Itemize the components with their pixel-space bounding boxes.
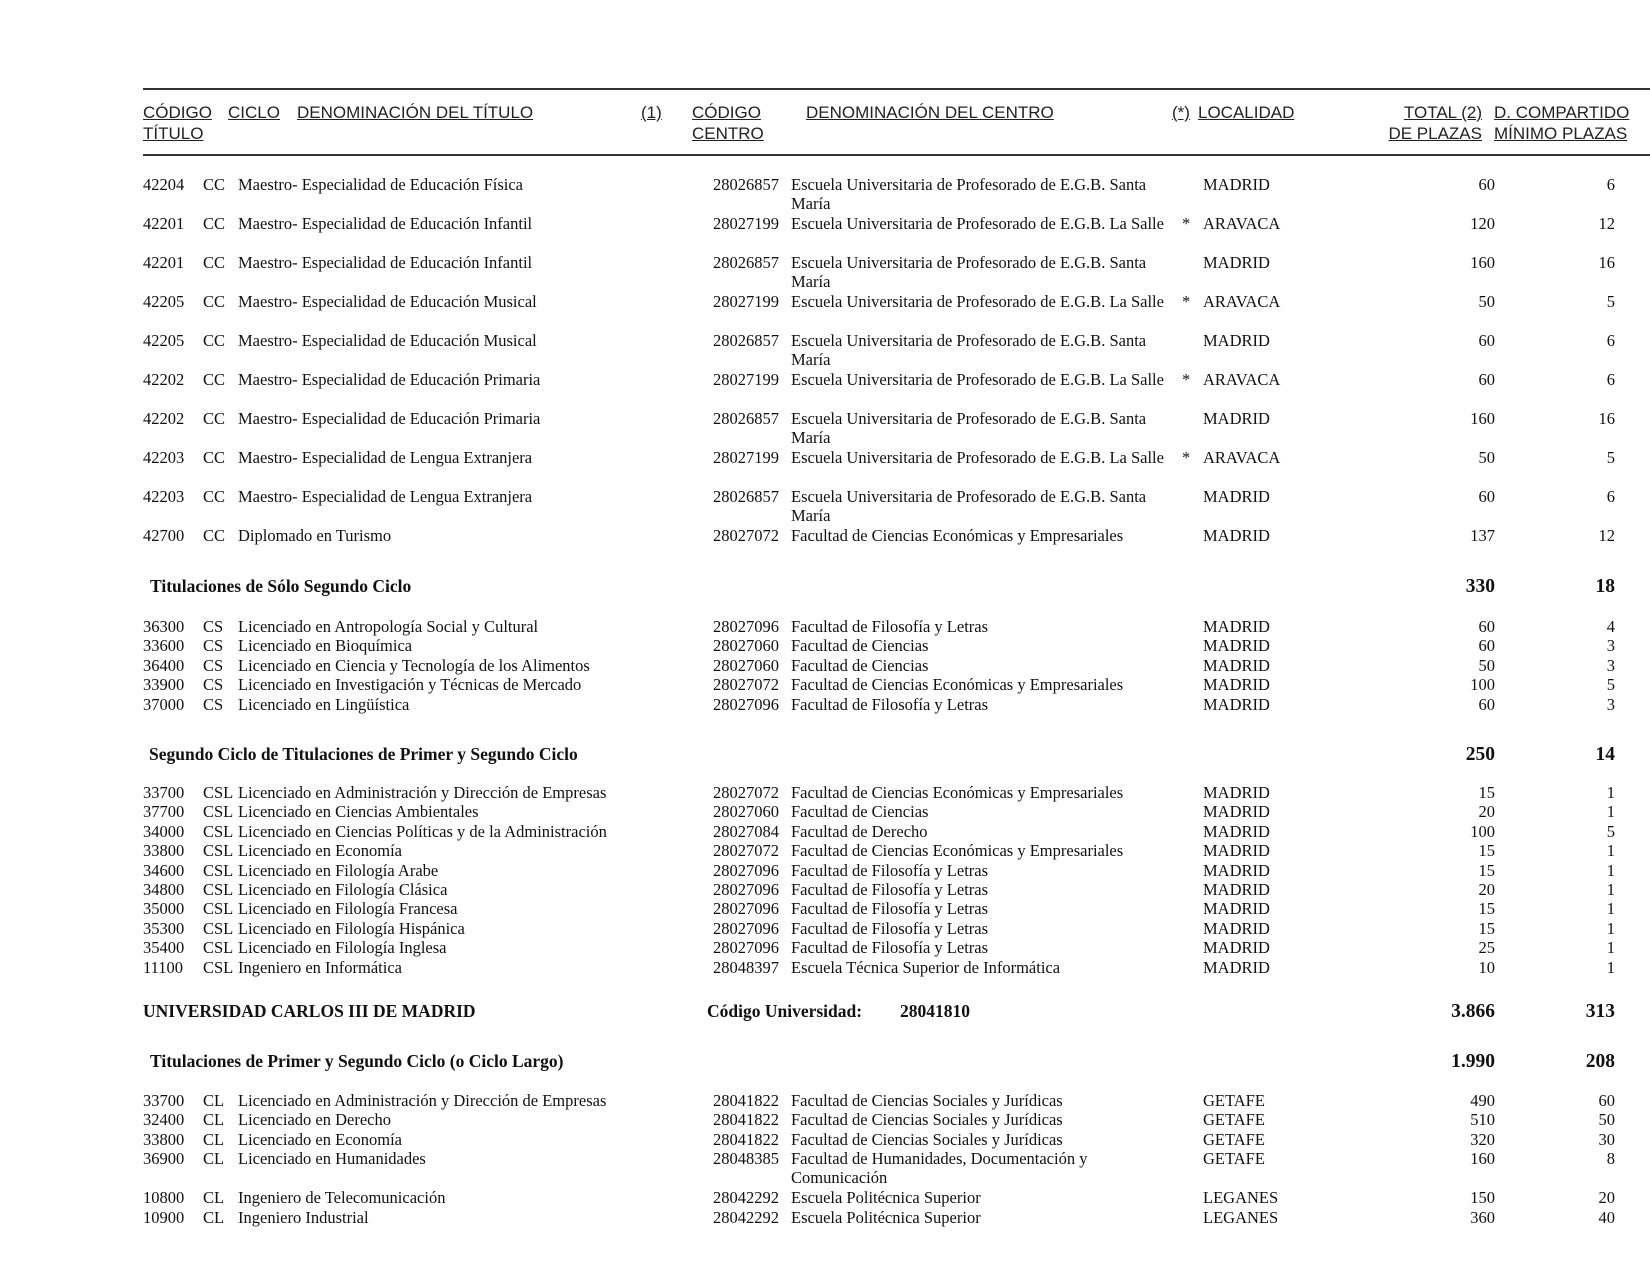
minimo-plazas: 16 — [1598, 409, 1615, 428]
total-plazas: 15 — [1478, 841, 1495, 861]
ciclo: CSL — [203, 899, 234, 919]
total-plazas: 50 — [1478, 448, 1495, 467]
codigo-titulo: 42203 — [143, 487, 185, 506]
ciclo: CC — [203, 253, 226, 272]
header-ciclo: CICLO — [228, 103, 280, 122]
denominacion-titulo: Licenciado en Administración y Dirección de Empresas — [238, 783, 607, 802]
total-plazas: 60 — [1478, 331, 1495, 350]
total-plazas: 100 — [1470, 675, 1495, 695]
minimo-plazas: 12 — [1598, 214, 1615, 233]
denominacion-titulo: Licenciado en Ciencias Ambientales — [238, 802, 479, 822]
asterisk-mark: * — [1182, 214, 1191, 233]
codigo-titulo: 42205 — [143, 331, 185, 350]
localidad: MADRID — [1203, 675, 1270, 695]
ciclo: CL — [203, 1207, 225, 1227]
ciclo: CC — [203, 292, 226, 311]
localidad: MADRID — [1203, 409, 1270, 428]
denominacion-titulo: Diplomado en Turismo — [238, 526, 392, 545]
denominacion-centro: Facultad de Filosofía y Letras — [791, 617, 989, 636]
codigo-titulo: 33600 — [143, 636, 185, 656]
denominacion-titulo: Licenciado en Filología Hispánica — [238, 918, 465, 938]
minimo-plazas: 6 — [1606, 331, 1615, 350]
header-compartido-minimo: D. COMPARTIDO MÍNIMO PLAZAS — [1494, 103, 1630, 143]
localidad: MADRID — [1203, 957, 1270, 977]
localidad: GETAFE — [1203, 1149, 1265, 1169]
denominacion-centro: Escuela Universitaria de Profesorado de E.G.B. La Salle — [791, 448, 1164, 467]
total-plazas: 50 — [1478, 292, 1495, 311]
table-row — [0, 409, 1650, 447]
university-minimo: 313 — [1585, 1001, 1615, 1022]
denominacion-centro: Facultad de Ciencias Sociales y Jurídicas — [791, 1091, 1063, 1110]
table-row — [0, 292, 1650, 330]
minimo-plazas: 20 — [1598, 1188, 1615, 1208]
codigo-titulo: 32400 — [143, 1110, 185, 1130]
codigo-titulo: 36900 — [143, 1149, 185, 1169]
codigo-titulo: 35000 — [143, 899, 185, 919]
minimo-plazas: 1 — [1606, 802, 1615, 822]
denominacion-centro: Escuela Universitaria de Profesorado de E.G.B. Santa María — [791, 409, 1147, 447]
denominacion-centro: Escuela Universitaria de Profesorado de E.G.B. La Salle — [791, 214, 1164, 233]
total-plazas: 50 — [1478, 655, 1495, 675]
denominacion-centro: Facultad de Filosofía y Letras — [791, 694, 989, 714]
localidad: MADRID — [1203, 487, 1270, 506]
section-total: 1.990 — [1451, 1051, 1495, 1072]
localidad: MADRID — [1203, 918, 1270, 938]
section-minimo: 208 — [1585, 1051, 1615, 1072]
codigo-titulo: 33800 — [143, 841, 185, 861]
ciclo: CSL — [203, 783, 234, 802]
codigo-centro: 28027096 — [713, 694, 779, 714]
codigo-titulo: 33900 — [143, 675, 185, 695]
denominacion-centro: Escuela Universitaria de Profesorado de E.G.B. Santa María — [791, 253, 1147, 291]
denominacion-titulo: Ingeniero en Informática — [238, 957, 403, 977]
table-row — [0, 487, 1650, 525]
localidad: LEGANES — [1203, 1188, 1279, 1208]
codigo-centro: 28042292 — [713, 1188, 779, 1208]
minimo-plazas: 1 — [1606, 880, 1615, 899]
header-total-plazas: TOTAL (2) DE PLAZAS — [1388, 103, 1482, 143]
section-minimo: 18 — [1595, 576, 1615, 597]
denominacion-centro: Facultad de Filosofía y Letras — [791, 860, 989, 880]
denominacion-centro: Escuela Universitaria de Profesorado de E.G.B. Santa María — [791, 331, 1147, 369]
minimo-plazas: 8 — [1606, 1149, 1615, 1169]
codigo-centro: 28027199 — [713, 214, 779, 233]
codigo-titulo: 33700 — [143, 783, 185, 802]
localidad: MADRID — [1203, 938, 1270, 958]
ciclo: CSL — [203, 918, 234, 938]
minimo-plazas: 1 — [1606, 918, 1615, 938]
denominacion-titulo: Licenciado en Ciencias Políticas y de la Administración — [238, 821, 607, 841]
ciclo: CC — [203, 175, 226, 194]
codigo-centro: 28027096 — [713, 899, 779, 919]
denominacion-titulo: Ingeniero Industrial — [238, 1207, 369, 1227]
denominacion-centro: Facultad de Ciencias Sociales y Jurídicas — [791, 1110, 1063, 1130]
denominacion-titulo: Maestro- Especialidad de Educación Primaria — [238, 370, 541, 389]
denominacion-centro: Facultad de Ciencias Económicas y Empresariales — [791, 841, 1124, 861]
denominacion-titulo: Licenciado en Ciencia y Tecnología de los Alimentos — [238, 655, 590, 675]
ciclo: CL — [203, 1110, 225, 1130]
header-denominacion-centro: DENOMINACIÓN DEL CENTRO — [806, 103, 1054, 122]
header-note-1: (1) — [641, 103, 662, 122]
total-plazas: 60 — [1478, 694, 1495, 714]
total-plazas: 490 — [1470, 1091, 1495, 1110]
ciclo: CS — [203, 694, 224, 714]
denominacion-titulo: Licenciado en Humanidades — [238, 1149, 426, 1169]
total-plazas: 137 — [1470, 526, 1495, 545]
localidad: ARAVACA — [1203, 292, 1281, 311]
denominacion-centro: Facultad de Ciencias Económicas y Empresariales — [791, 526, 1124, 545]
denominacion-titulo: Licenciado en Filología Arabe — [238, 860, 439, 880]
denominacion-centro: Escuela Técnica Superior de Informática — [791, 957, 1061, 977]
ciclo: CSL — [203, 957, 234, 977]
header-codigo-centro: CÓDIGO CENTRO — [692, 103, 764, 143]
denominacion-centro: Facultad de Derecho — [791, 821, 928, 841]
codigo-titulo: 34000 — [143, 821, 185, 841]
denominacion-titulo: Licenciado en Administración y Dirección de Empresas — [238, 1091, 607, 1110]
denominacion-centro: Facultad de Ciencias — [791, 636, 929, 656]
total-plazas: 150 — [1470, 1188, 1495, 1208]
codigo-centro: 28026857 — [713, 409, 779, 428]
minimo-plazas: 1 — [1606, 841, 1615, 861]
denominacion-centro: Escuela Politécnica Superior — [791, 1207, 981, 1227]
ciclo: CL — [203, 1188, 225, 1208]
localidad: ARAVACA — [1203, 448, 1281, 467]
section-total: 250 — [1465, 744, 1495, 765]
codigo-titulo: 37000 — [143, 694, 185, 714]
codigo-titulo: 42202 — [143, 370, 185, 389]
codigo-centro: 28042292 — [713, 1207, 779, 1227]
denominacion-titulo: Licenciado en Filología Clásica — [238, 880, 448, 899]
table-row — [0, 331, 1650, 369]
minimo-plazas: 60 — [1598, 1091, 1615, 1110]
minimo-plazas: 5 — [1606, 675, 1615, 695]
denominacion-centro: Facultad de Ciencias Sociales y Jurídicas — [791, 1129, 1063, 1149]
codigo-centro: 28027096 — [713, 880, 779, 899]
total-plazas: 100 — [1470, 821, 1495, 841]
asterisk-mark: * — [1182, 448, 1191, 467]
ciclo: CC — [203, 331, 226, 350]
total-plazas: 60 — [1478, 175, 1495, 194]
denominacion-centro: Escuela Universitaria de Profesorado de E.G.B. Santa María — [791, 175, 1147, 213]
codigo-centro: 28027096 — [713, 938, 779, 958]
total-plazas: 20 — [1478, 802, 1495, 822]
localidad: MADRID — [1203, 526, 1270, 545]
codigo-centro: 28041822 — [713, 1110, 779, 1130]
header-bottom-rule — [143, 154, 1650, 156]
minimo-plazas: 3 — [1606, 694, 1615, 714]
minimo-plazas: 40 — [1598, 1207, 1615, 1227]
total-plazas: 10 — [1478, 957, 1495, 977]
header-top-rule — [143, 88, 1650, 90]
section-title: Titulaciones de Primer y Segundo Ciclo (o Ciclo Largo) — [150, 1051, 564, 1071]
codigo-titulo: 35400 — [143, 938, 185, 958]
minimo-plazas: 4 — [1606, 617, 1615, 636]
minimo-plazas: 50 — [1598, 1110, 1615, 1130]
codigo-centro: 28027072 — [713, 783, 779, 802]
ciclo: CSL — [203, 821, 234, 841]
total-plazas: 60 — [1478, 487, 1495, 506]
localidad: MADRID — [1203, 617, 1270, 636]
minimo-plazas: 3 — [1606, 655, 1615, 675]
denominacion-titulo: Licenciado en Antropología Social y Cultural — [238, 617, 539, 636]
denominacion-titulo: Licenciado en Bioquímica — [238, 636, 413, 656]
minimo-plazas: 5 — [1606, 292, 1615, 311]
codigo-centro: 28027199 — [713, 292, 779, 311]
codigo-titulo: 42700 — [143, 526, 185, 545]
total-plazas: 20 — [1478, 880, 1495, 899]
localidad: MADRID — [1203, 694, 1270, 714]
localidad: MADRID — [1203, 841, 1270, 861]
total-plazas: 60 — [1478, 370, 1495, 389]
codigo-titulo: 42203 — [143, 448, 185, 467]
localidad: MADRID — [1203, 331, 1270, 350]
minimo-plazas: 1 — [1606, 938, 1615, 958]
minimo-plazas: 1 — [1606, 957, 1615, 977]
localidad: ARAVACA — [1203, 214, 1281, 233]
codigo-titulo: 33700 — [143, 1091, 185, 1110]
codigo-centro: 28027072 — [713, 526, 779, 545]
codigo-titulo: 36300 — [143, 617, 185, 636]
header-note-asterisk: (*) — [1172, 103, 1190, 122]
minimo-plazas: 5 — [1606, 821, 1615, 841]
codigo-centro: 28027096 — [713, 617, 779, 636]
table-row — [0, 175, 1650, 213]
codigo-centro: 28027096 — [713, 860, 779, 880]
total-plazas: 160 — [1470, 253, 1495, 272]
codigo-titulo: 34600 — [143, 860, 185, 880]
codigo-centro: 28026857 — [713, 253, 779, 272]
table-row — [0, 214, 1650, 252]
localidad: MADRID — [1203, 655, 1270, 675]
codigo-centro: 28027072 — [713, 675, 779, 695]
total-plazas: 160 — [1470, 409, 1495, 428]
total-plazas: 60 — [1478, 617, 1495, 636]
denominacion-titulo: Licenciado en Investigación y Técnicas de Mercado — [238, 675, 582, 695]
minimo-plazas: 1 — [1606, 860, 1615, 880]
denominacion-titulo: Licenciado en Filología Inglesa — [238, 938, 447, 958]
denominacion-centro: Escuela Universitaria de Profesorado de E.G.B. La Salle — [791, 370, 1164, 389]
denominacion-centro: Facultad de Ciencias — [791, 802, 929, 822]
localidad: GETAFE — [1203, 1129, 1265, 1149]
section-minimo: 14 — [1595, 744, 1615, 765]
denominacion-centro: Escuela Politécnica Superior — [791, 1188, 981, 1208]
localidad: LEGANES — [1203, 1207, 1279, 1227]
ciclo: CSL — [203, 880, 234, 899]
codigo-centro: 28027096 — [713, 918, 779, 938]
total-plazas: 360 — [1470, 1207, 1495, 1227]
table-row — [0, 253, 1650, 291]
total-plazas: 15 — [1478, 899, 1495, 919]
denominacion-centro: Facultad de Ciencias — [791, 655, 929, 675]
table-row — [0, 1149, 1650, 1187]
minimo-plazas: 12 — [1598, 526, 1615, 545]
codigo-centro: 28027072 — [713, 841, 779, 861]
denominacion-centro: Facultad de Filosofía y Letras — [791, 918, 989, 938]
codigo-titulo: 33800 — [143, 1129, 185, 1149]
ciclo: CSL — [203, 938, 234, 958]
denominacion-titulo: Maestro- Especialidad de Lengua Extranjera — [238, 487, 533, 506]
total-plazas: 25 — [1478, 938, 1495, 958]
minimo-plazas: 16 — [1598, 253, 1615, 272]
ciclo: CL — [203, 1149, 225, 1169]
localidad: MADRID — [1203, 783, 1270, 802]
denominacion-titulo: Ingeniero de Telecomunicación — [238, 1188, 446, 1208]
ciclo: CC — [203, 409, 226, 428]
localidad: MADRID — [1203, 802, 1270, 822]
codigo-centro: 28027060 — [713, 655, 779, 675]
ciclo: CS — [203, 617, 224, 636]
denominacion-centro: Escuela Universitaria de Profesorado de E.G.B. La Salle — [791, 292, 1164, 311]
codigo-centro: 28048385 — [713, 1149, 779, 1169]
ciclo: CC — [203, 526, 226, 545]
denominacion-titulo: Licenciado en Derecho — [238, 1110, 391, 1130]
denominacion-titulo: Maestro- Especialidad de Lengua Extranjera — [238, 448, 533, 467]
localidad: MADRID — [1203, 253, 1270, 272]
denominacion-titulo: Licenciado en Lingüística — [238, 694, 410, 714]
codigo-centro: 28027199 — [713, 448, 779, 467]
minimo-plazas: 3 — [1606, 636, 1615, 656]
codigo-centro: 28041822 — [713, 1129, 779, 1149]
localidad: GETAFE — [1203, 1091, 1265, 1110]
localidad: MADRID — [1203, 899, 1270, 919]
codigo-centro: 28027084 — [713, 821, 779, 841]
table-row — [0, 448, 1650, 486]
denominacion-centro: Facultad de Filosofía y Letras — [791, 938, 989, 958]
codigo-titulo: 34800 — [143, 880, 185, 899]
localidad: ARAVACA — [1203, 370, 1281, 389]
codigo-centro: 28026857 — [713, 331, 779, 350]
asterisk-mark: * — [1182, 292, 1191, 311]
ciclo: CC — [203, 448, 226, 467]
denominacion-titulo: Maestro- Especialidad de Educación Infantil — [238, 253, 533, 272]
denominacion-centro: Facultad de Filosofía y Letras — [791, 899, 989, 919]
codigo-centro: 28027060 — [713, 802, 779, 822]
total-plazas: 320 — [1470, 1129, 1495, 1149]
localidad: MADRID — [1203, 636, 1270, 656]
minimo-plazas: 6 — [1606, 370, 1615, 389]
ciclo: CSL — [203, 802, 234, 822]
denominacion-titulo: Licenciado en Economía — [238, 841, 403, 861]
denominacion-centro: Facultad de Ciencias Económicas y Empresariales — [791, 675, 1124, 695]
minimo-plazas: 30 — [1598, 1129, 1615, 1149]
ciclo: CC — [203, 214, 226, 233]
codigo-titulo: 42201 — [143, 214, 185, 233]
section-title: Segundo Ciclo de Titulaciones de Primer y Segundo Ciclo — [149, 744, 578, 764]
university-code-label: Código Universidad: — [707, 1001, 863, 1021]
section-title: Titulaciones de Sólo Segundo Ciclo — [150, 576, 412, 596]
localidad: MADRID — [1203, 880, 1270, 899]
minimo-plazas: 6 — [1606, 487, 1615, 506]
minimo-plazas: 1 — [1606, 899, 1615, 919]
denominacion-titulo: Maestro- Especialidad de Educación Primaria — [238, 409, 541, 428]
denominacion-titulo: Licenciado en Filología Francesa — [238, 899, 458, 919]
codigo-centro: 28027199 — [713, 370, 779, 389]
header-denominacion-titulo: DENOMINACIÓN DEL TÍTULO — [297, 103, 534, 122]
ciclo: CC — [203, 370, 226, 389]
total-plazas: 15 — [1478, 783, 1495, 802]
minimo-plazas: 6 — [1606, 175, 1615, 194]
ciclo: CSL — [203, 860, 234, 880]
codigo-titulo: 37700 — [143, 802, 185, 822]
denominacion-titulo: Maestro- Especialidad de Educación Musical — [238, 331, 537, 350]
total-plazas: 120 — [1470, 214, 1495, 233]
total-plazas: 160 — [1470, 1149, 1495, 1169]
localidad: MADRID — [1203, 175, 1270, 194]
codigo-centro: 28026857 — [713, 487, 779, 506]
denominacion-titulo: Maestro- Especialidad de Educación Infantil — [238, 214, 533, 233]
ciclo: CS — [203, 636, 224, 656]
ciclo: CL — [203, 1091, 225, 1110]
denominacion-titulo: Maestro- Especialidad de Educación Física — [238, 175, 523, 194]
total-plazas: 510 — [1470, 1110, 1495, 1130]
denominacion-centro: Facultad de Humanidades, Documentación y Comunicación — [791, 1149, 1088, 1188]
total-plazas: 15 — [1478, 860, 1495, 880]
codigo-titulo: 42202 — [143, 409, 185, 428]
codigo-centro: 28041822 — [713, 1091, 779, 1110]
codigo-titulo: 10800 — [143, 1188, 185, 1208]
asterisk-mark: * — [1182, 370, 1191, 389]
denominacion-centro: Facultad de Filosofía y Letras — [791, 880, 989, 899]
codigo-titulo: 36400 — [143, 655, 185, 675]
denominacion-titulo: Licenciado en Economía — [238, 1129, 403, 1149]
ciclo: CSL — [203, 841, 234, 861]
localidad: GETAFE — [1203, 1110, 1265, 1130]
total-plazas: 15 — [1478, 918, 1495, 938]
university-code: 28041810 — [900, 1001, 970, 1021]
codigo-titulo: 42205 — [143, 292, 185, 311]
codigo-titulo: 35300 — [143, 918, 185, 938]
university-total: 3.866 — [1451, 1001, 1495, 1022]
codigo-titulo: 11100 — [143, 957, 184, 977]
minimo-plazas: 5 — [1606, 448, 1615, 467]
header-localidad: LOCALIDAD — [1198, 103, 1295, 122]
localidad: MADRID — [1203, 821, 1270, 841]
codigo-titulo: 42204 — [143, 175, 185, 194]
minimo-plazas: 1 — [1606, 783, 1615, 802]
ciclo: CC — [203, 487, 226, 506]
denominacion-titulo: Maestro- Especialidad de Educación Musical — [238, 292, 537, 311]
table-row — [0, 370, 1650, 408]
codigo-centro: 28027060 — [713, 636, 779, 656]
total-plazas: 60 — [1478, 636, 1495, 656]
denominacion-centro: Escuela Universitaria de Profesorado de E.G.B. Santa María — [791, 487, 1147, 525]
university-name: UNIVERSIDAD CARLOS III DE MADRID — [143, 1001, 476, 1021]
denominacion-centro: Facultad de Ciencias Económicas y Empresariales — [791, 783, 1124, 802]
codigo-centro: 28048397 — [713, 957, 779, 977]
codigo-titulo: 42201 — [143, 253, 185, 272]
ciclo: CS — [203, 675, 224, 695]
ciclo: CL — [203, 1129, 225, 1149]
ciclo: CS — [203, 655, 224, 675]
codigo-centro: 28026857 — [713, 175, 779, 194]
localidad: MADRID — [1203, 860, 1270, 880]
codigo-titulo: 10900 — [143, 1207, 185, 1227]
section-total: 330 — [1465, 576, 1495, 597]
header-codigo-titulo: CÓDIGO TÍTULO — [143, 103, 212, 143]
